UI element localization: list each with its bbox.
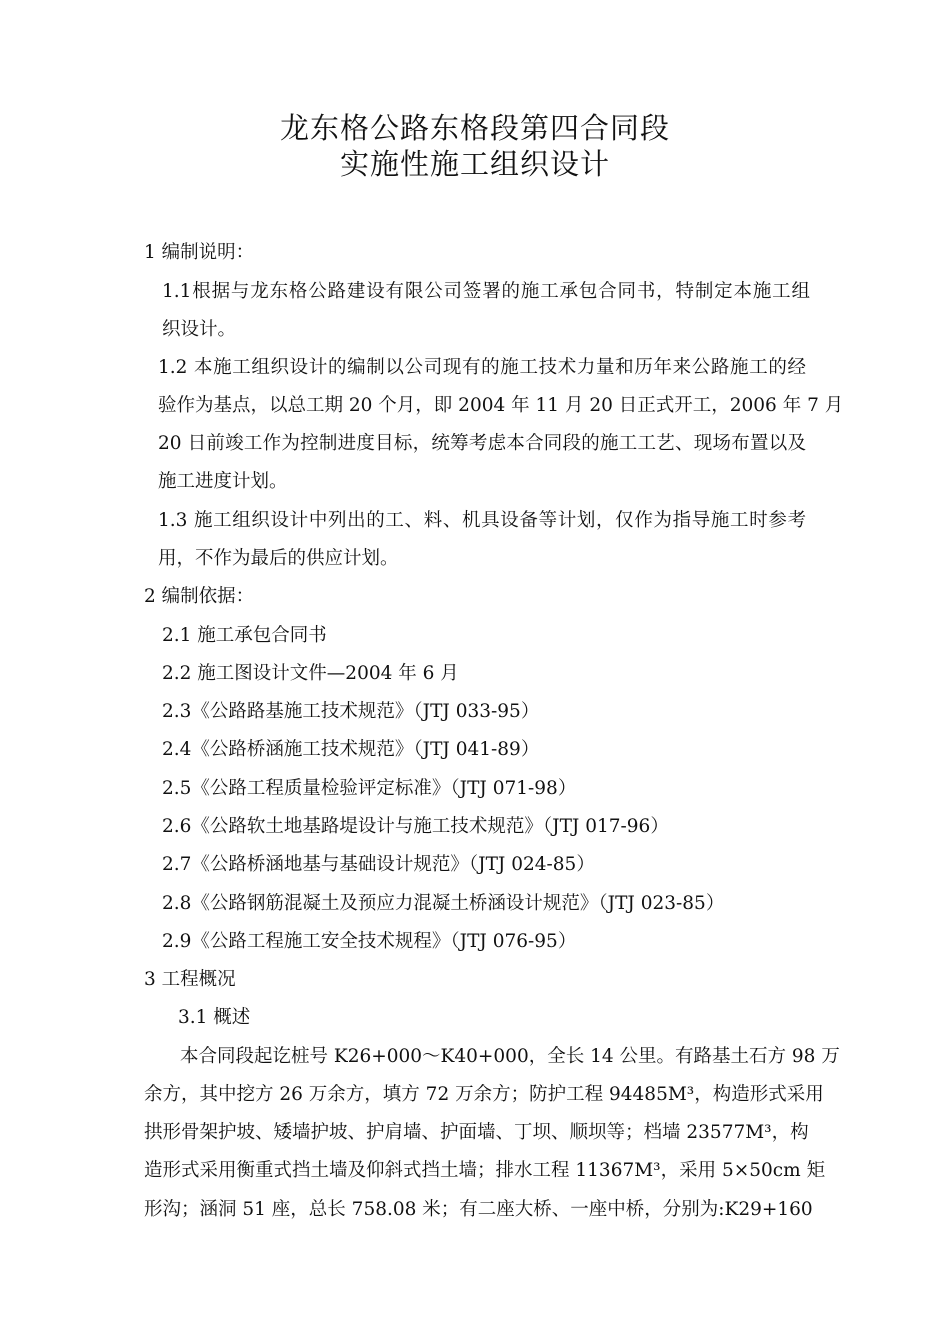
reference-item: 2.7《公路桥涵地基与基础设计规范》（JTJ 024-85） <box>162 854 595 875</box>
section-1-3-line-1: 1.3 施工组织设计中列出的工、料、机具设备等计划，仅作为指导施工时参考 <box>158 510 806 531</box>
reference-item: 2.4《公路桥涵施工技术规范》（JTJ 041-89） <box>162 739 540 760</box>
section-1-heading: 1 编制说明： <box>144 242 255 263</box>
reference-item: 2.2 施工图设计文件—2004 年 6 月 <box>162 663 459 684</box>
reference-item: 2.6《公路软土地基路堤设计与施工技术规范》（JTJ 017-96） <box>162 816 669 837</box>
document-title-line-2: 实施性施工组织设计 <box>339 147 610 181</box>
reference-item: 2.8《公路钢筋混凝土及预应力混凝土桥涵设计规范》（JTJ 023-85） <box>162 893 725 914</box>
reference-item: 2.3《公路路基施工技术规范》（JTJ 033-95） <box>162 701 540 722</box>
section-3-1-line-4: 造形式采用衡重式挡土墙及仰斜式挡土墙；排水工程 11367M³，采用 5×50cm 矩 <box>144 1160 826 1181</box>
reference-item: 2.5《公路工程质量检验评定标准》（JTJ 071-98） <box>162 778 577 799</box>
section-3-1-line-2: 余方，其中挖方 26 万余方，填方 72 万余方；防护工程 94485M³，构造形式采用 <box>144 1084 824 1105</box>
section-2-heading: 2 编制依据： <box>144 586 255 607</box>
section-1-2-line-4: 施工进度计划。 <box>158 471 288 492</box>
document-title-line-1: 龙东格公路东格段第四合同段 <box>279 111 670 145</box>
section-3-1-line-3: 拱形骨架护坡、矮墙护坡、护肩墙、护面墙、丁坝、顺坝等；档墙 23577M³，构 <box>144 1122 809 1143</box>
reference-item: 2.9《公路工程施工安全技术规程》（JTJ 076-95） <box>162 931 577 952</box>
section-3-1-line-5: 形沟；涵洞 51 座，总长 758.08 米；有二座大桥、一座中桥，分别为:K29+160 <box>144 1199 813 1220</box>
section-1-2-line-2: 验作为基点，以总工期 20 个月，即 2004 年 11 月 20 日正式开工，2006 年 7 月 <box>158 395 844 416</box>
section-1-2-line-3: 20 日前竣工作为控制进度目标，统筹考虑本合同段的施工工艺、现场布置以及 <box>158 433 806 454</box>
section-1-2-line-1: 1.2 本施工组织设计的编制以公司现有的施工技术力量和历年来公路施工的经 <box>158 357 806 378</box>
section-1-3-line-2: 用，不作为最后的供应计划。 <box>158 548 399 569</box>
section-3-heading: 3 工程概况 <box>144 969 236 990</box>
reference-item: 2.1 施工承包合同书 <box>162 625 327 646</box>
section-1-1-line-2: 织设计。 <box>162 319 237 340</box>
section-3-1-heading: 3.1 概述 <box>178 1007 251 1028</box>
section-3-1-line-1: 本合同段起讫桩号 K26+000～K40+000，全长 14 公里。有路基土石方 98 万 <box>180 1046 840 1067</box>
section-1-1-line-1: 1.1根据与龙东格公路建设有限公司签署的施工承包合同书，特制定本施工组 <box>162 281 810 302</box>
